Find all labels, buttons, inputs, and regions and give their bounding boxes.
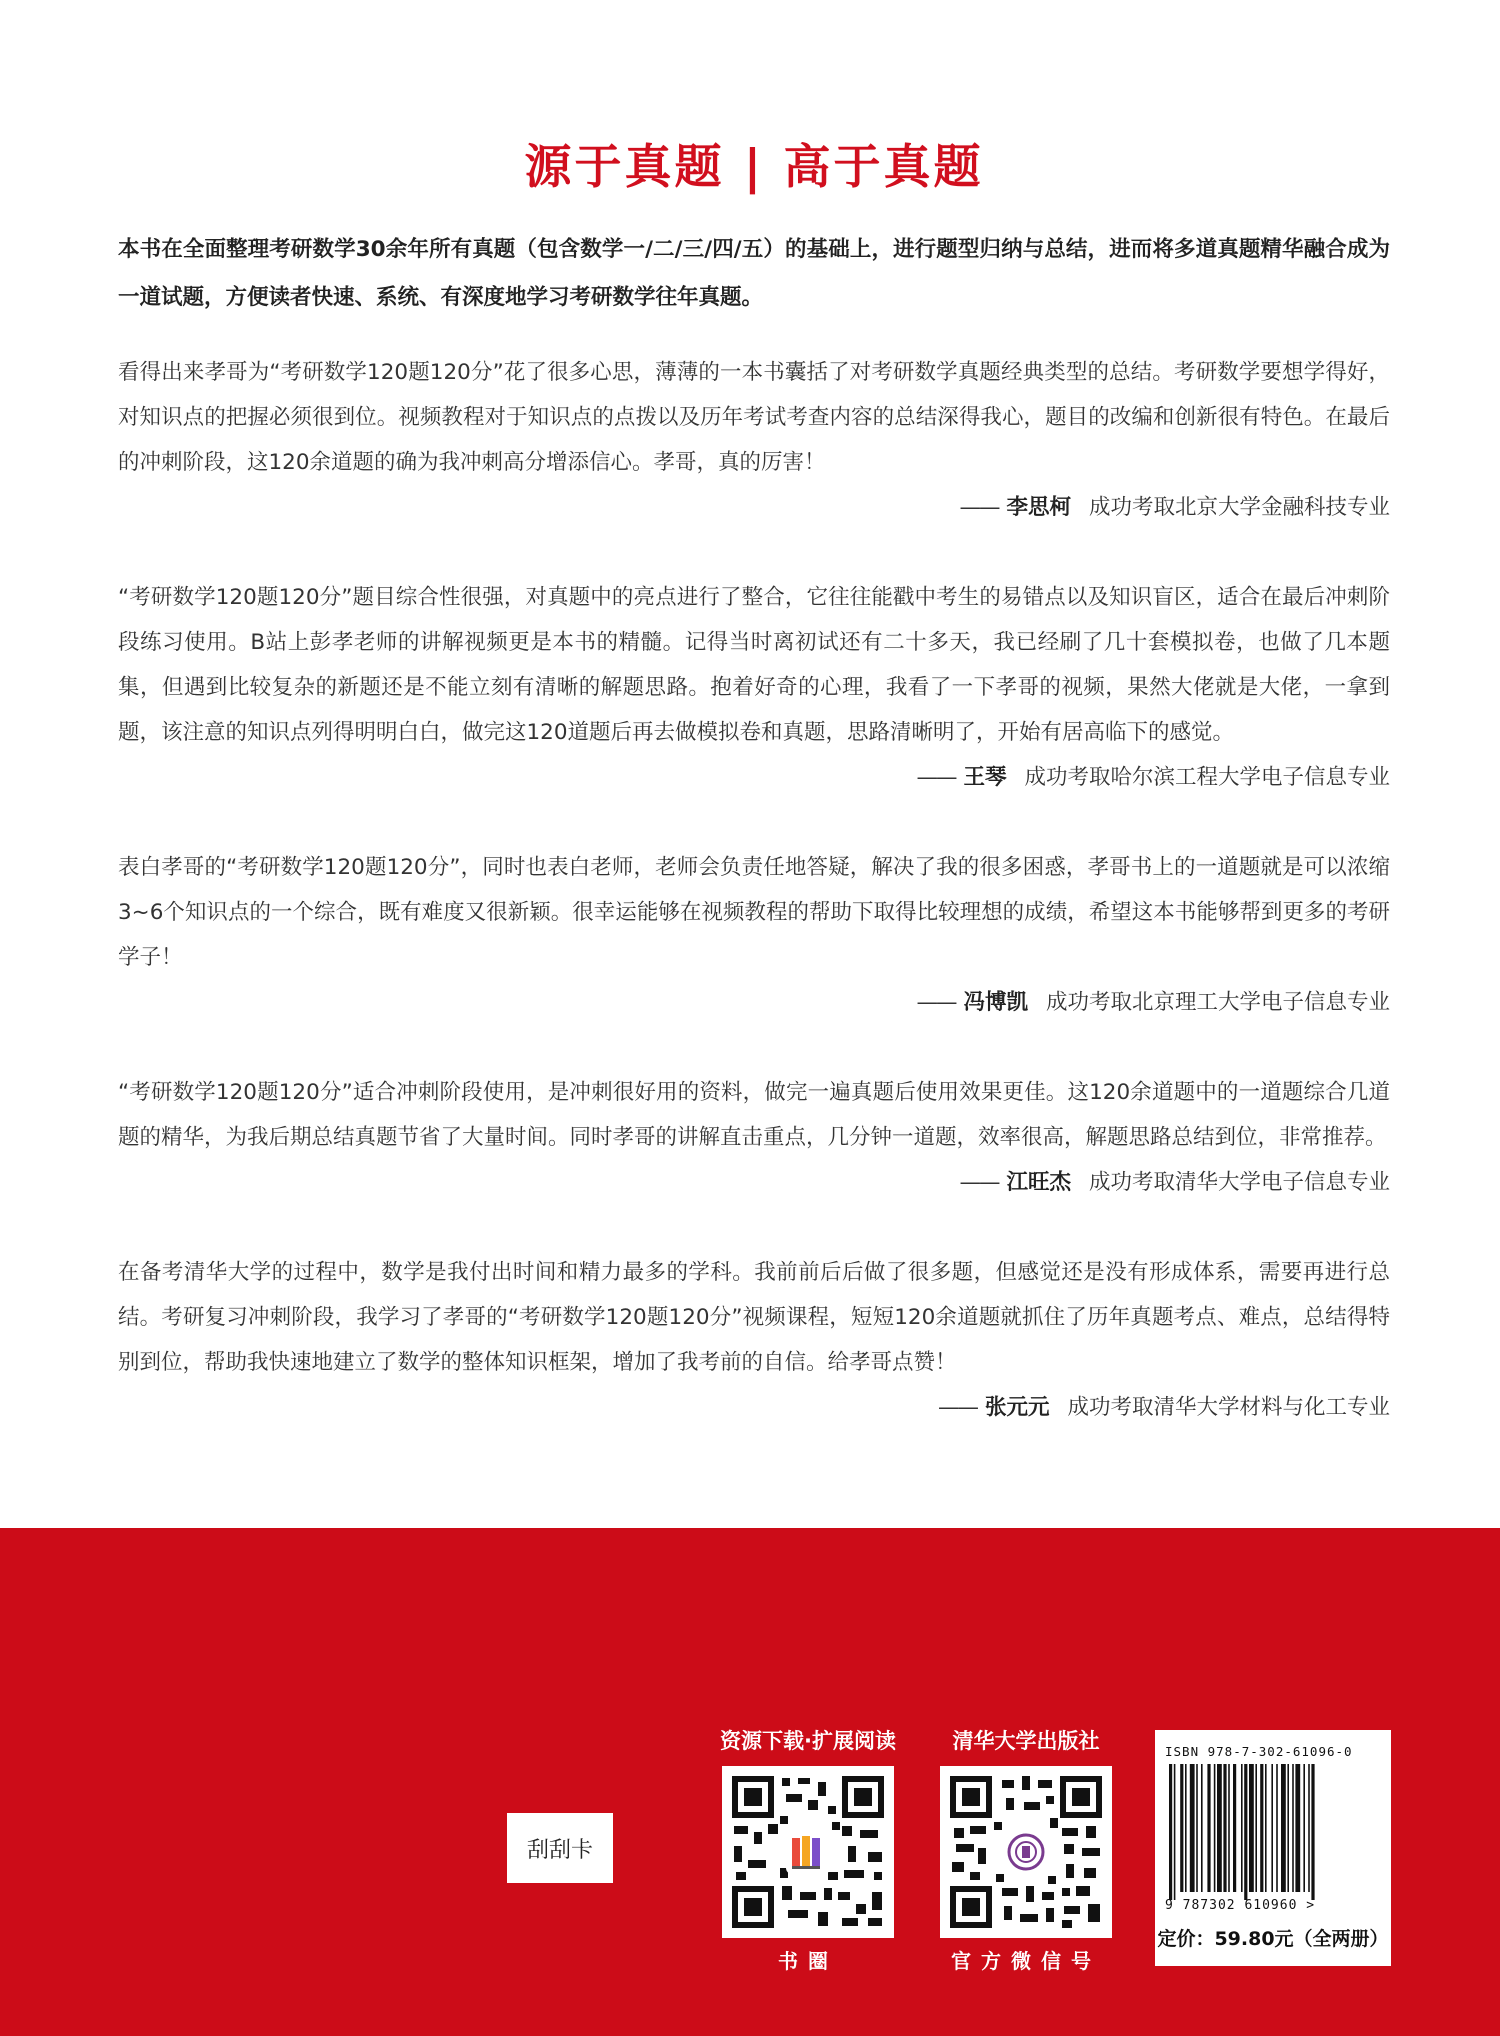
qr-pattern-icon xyxy=(946,1772,1106,1932)
attribution-dash: —— xyxy=(916,765,956,790)
testimonial-attribution xyxy=(118,1160,1390,1205)
qr-code-wechat xyxy=(936,1726,1116,1976)
isbn-barcode-box xyxy=(1155,1730,1391,1966)
qr-code-image[interactable] xyxy=(940,1766,1112,1938)
attribution-dash: —— xyxy=(959,1170,999,1195)
scratch-card[interactable]: 刮刮卡 xyxy=(507,1813,613,1883)
isbn-number: ISBN 978-7-302-61096-0 xyxy=(1165,1744,1353,1759)
barcode-digits: 9 787302 610960 > xyxy=(1165,1898,1316,1913)
testimonial xyxy=(118,1070,1390,1205)
author-school: 成功考取清华大学电子信息专业 xyxy=(1088,1170,1390,1195)
testimonial xyxy=(118,575,1390,800)
qr-title: 清华大学出版社 xyxy=(952,1729,1100,1753)
testimonial xyxy=(118,845,1390,1025)
testimonial-attribution xyxy=(118,485,1390,530)
testimonial-text: 看得出来孝哥为“考研数学120题120分”花了很多心思，薄薄的一本书囊括了对考研数学真题经典类型的总结。考研数学要想学得好，对知识点的把握必须很到位。视频教程对于知识点的点拨以及历年考试考查内容的总结深得我心，题目的改编和创新很有特色。在最后的冲刺阶段，这120余道题的确为我冲刺高分增添信心。孝哥，真的厉害！ xyxy=(118,360,1390,475)
author-name: 李思柯 xyxy=(1006,495,1071,520)
testimonial-text: “考研数学120题120分”适合冲刺阶段使用，是冲刺很好用的资料，做完一遍真题后使用效果更佳。这120余道题中的一道题综合几道题的精华，为我后期总结真题节省了大量时间。同时孝哥的讲解直击重点，几分钟一道题，效率很高，解题思路总结到位，非常推荐。 xyxy=(118,1080,1390,1150)
author-name: 冯博凯 xyxy=(963,990,1028,1015)
attribution-dash: —— xyxy=(937,1395,977,1420)
testimonial-text: 在备考清华大学的过程中，数学是我付出时间和精力最多的学科。我前前后后做了很多题，但感觉还是没有形成体系，需要再进行总结。考研复习冲刺阶段，我学习了孝哥的“考研数学120题120分”视频课程，短短120余道题就抓住了历年真题考点、难点，总结得特别到位，帮助我快速地建立了数学的整体知识框架，增加了我考前的自信。给孝哥点赞！ xyxy=(118,1260,1390,1375)
author-school: 成功考取清华大学材料与化工专业 xyxy=(1067,1395,1390,1420)
attribution-dash: —— xyxy=(916,990,956,1015)
testimonial-text: 表白孝哥的“考研数学120题120分”，同时也表白老师，老师会负责任地答疑，解决了我的很多困惑，孝哥书上的一道题就是可以浓缩3~6个知识点的一个综合，既有难度又很新颖。很幸运能够在视频教程的帮助下取得比较理想的成绩，希望这本书能够帮到更多的考研学子！ xyxy=(118,855,1390,970)
qr-code-image[interactable] xyxy=(722,1766,894,1938)
attribution-dash: —— xyxy=(959,495,999,520)
headline: 源于真题 | 高于真题 xyxy=(524,140,984,195)
qr-title: 资源下载·扩展阅读 xyxy=(720,1729,896,1753)
qr-code-shuquan xyxy=(718,1726,898,1976)
testimonial-attribution xyxy=(118,755,1390,800)
testimonial-attribution xyxy=(118,980,1390,1025)
author-name: 张元元 xyxy=(984,1395,1050,1420)
author-name: 江旺杰 xyxy=(1006,1170,1071,1195)
author-school: 成功考取北京大学金融科技专业 xyxy=(1088,495,1390,520)
book-circle-logo-icon xyxy=(792,1836,820,1869)
author-school: 成功考取哈尔滨工程大学电子信息专业 xyxy=(1024,765,1390,790)
author-name: 王琴 xyxy=(963,765,1007,790)
author-school: 成功考取北京理工大学电子信息专业 xyxy=(1045,990,1390,1015)
qr-caption: 官方微信号 xyxy=(951,1949,1101,1973)
testimonial-text: “考研数学120题120分”题目综合性很强，对真题中的亮点进行了整合，它往往能戳中考生的易错点以及知识盲区，适合在最后冲刺阶段练习使用。B站上彭孝老师的讲解视频更是本书的精髓。记得当时离初试还有二十多天，我已经刷了几十套模拟卷，也做了几本题集，但遇到比较复杂的新题还是不能立刻有清晰的解题思路。抱着好奇的心理，我看了一下孝哥的视频，果然大佬就是大佬，一拿到题，该注意的知识点列得明明白白，做完这120道题后再去做模拟卷和真题，思路清晰明了，开始有居高临下的感觉。 xyxy=(118,585,1390,745)
testimonial xyxy=(118,350,1390,530)
qr-caption: 书圈 xyxy=(778,1949,838,1973)
barcode-icon xyxy=(1167,1764,1379,1900)
intro-paragraph: 本书在全面整理考研数学30余年所有真题（包含数学一/二/三/四/五）的基础上，进行题型归纳与总结，进而将多道真题精华融合成为一道试题，方便读者快速、系统、有深度地学习考研数学往年真题。 xyxy=(118,237,1390,310)
testimonial xyxy=(118,1250,1390,1430)
testimonial-attribution xyxy=(118,1385,1390,1430)
price-label: 定价：59.80元（全两册） xyxy=(1157,1928,1389,1950)
qr-pattern-icon xyxy=(728,1772,888,1932)
